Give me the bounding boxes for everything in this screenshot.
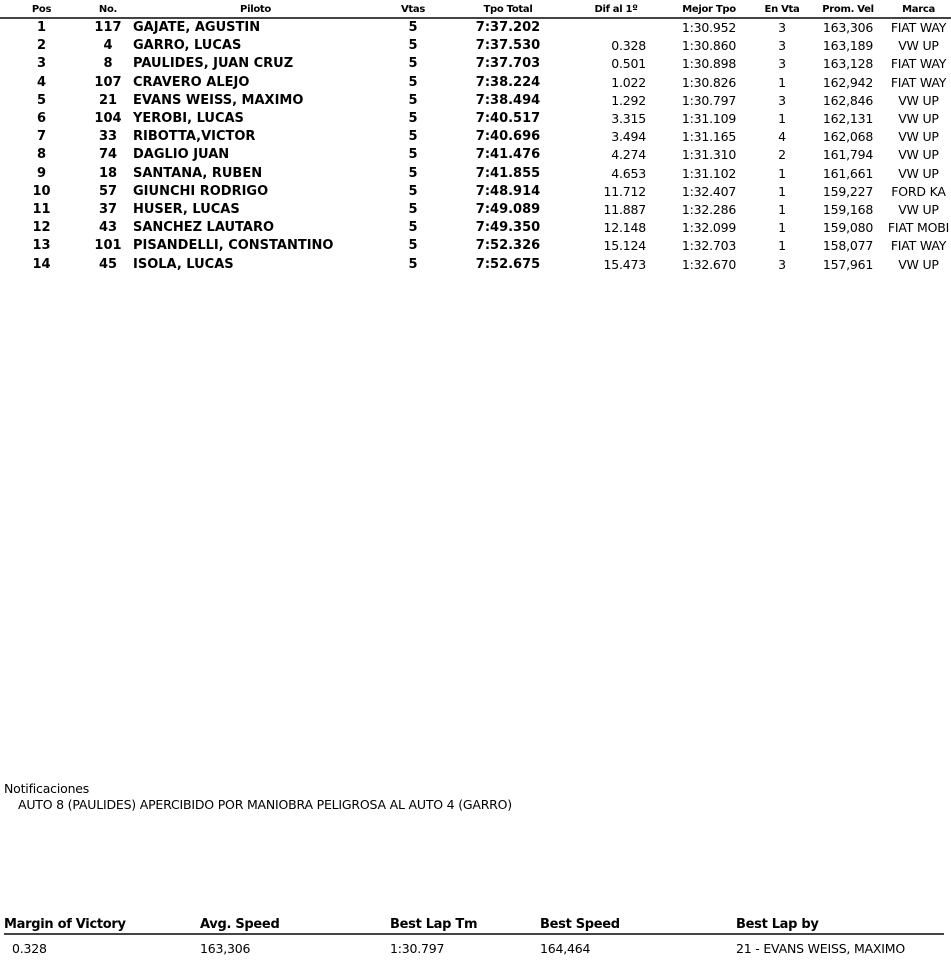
cell-laps: 5: [408, 129, 418, 145]
cell-driver-name: GIUNCHI RODRIGO: [133, 183, 269, 199]
cell-total-time: 7:41.476: [475, 147, 541, 163]
cell-car-number: 117: [94, 20, 122, 36]
cell-car-make: FIAT WAY: [890, 238, 947, 254]
cell-gap-to-leader: 12.148: [603, 220, 646, 236]
cell-driver-name: EVANS WEISS, MAXIMO: [133, 92, 304, 108]
cell-best-lap-number: 1: [778, 201, 786, 217]
cell-avg-speed: 163,189: [822, 38, 874, 54]
cell-avg-speed: 158,077: [822, 238, 874, 254]
cell-best-lap-number: 1: [778, 183, 786, 199]
cell-best-lap-time: 1:32.099: [681, 220, 737, 236]
summary-header-margin: Margin of Victory: [4, 917, 200, 934]
cell-avg-speed: 162,131: [822, 111, 874, 127]
results-row: [0, 37, 951, 55]
cell-avg-speed: 161,661: [822, 165, 874, 181]
cell-laps: 5: [408, 165, 418, 181]
cell-car-make: VW UP: [898, 111, 939, 127]
summary-avg-speed-value: 163,306: [200, 940, 251, 956]
notification-message: AUTO 8 (PAULIDES) APERCIBIDO POR MANIOBRA PELIGROSA AL AUTO 4 (GARRO): [18, 797, 512, 812]
cell-car-number: 4: [103, 38, 113, 54]
cell-driver-name: HUSER, LUCAS: [133, 201, 240, 217]
cell-gap-to-leader: 0.328: [611, 38, 646, 54]
cell-avg-speed: 159,168: [822, 201, 874, 217]
cell-total-time: 7:41.855: [475, 165, 541, 181]
cell-gap-to-leader: 0.501: [611, 56, 646, 72]
cell-car-number: 8: [103, 56, 113, 72]
cell-laps: 5: [408, 256, 418, 272]
cell-driver-name: RIBOTTA,VICTOR: [133, 129, 256, 145]
cell-driver-name: ISOLA, LUCAS: [133, 256, 234, 272]
cell-best-lap-time: 1:31.165: [681, 129, 737, 145]
cell-best-lap-number: 3: [778, 38, 786, 54]
cell-total-time: 7:40.517: [475, 111, 541, 127]
cell-driver-name: PISANDELLI, CONSTANTINO: [133, 238, 334, 254]
results-table: [0, 3, 951, 274]
col-header-tpo-total: Tpo Total: [448, 3, 568, 18]
cell-best-lap-time: 1:32.670: [681, 256, 737, 272]
cell-car-make: VW UP: [898, 92, 939, 108]
summary-margin-value: 0.328: [12, 940, 47, 956]
cell-driver-name: CRAVERO ALEJO: [133, 74, 250, 90]
cell-best-lap-time: 1:30.898: [681, 56, 737, 72]
cell-pos: 8: [36, 147, 47, 163]
col-header-en-vta: En Vta: [754, 3, 810, 18]
cell-best-lap-time: 1:31.102: [681, 165, 737, 181]
cell-car-number: 45: [98, 256, 118, 272]
cell-laps: 5: [408, 201, 418, 217]
results-row: [0, 55, 951, 73]
results-body: [0, 18, 951, 274]
cell-pos: 3: [36, 56, 47, 72]
cell-pos: 14: [32, 256, 51, 272]
cell-total-time: 7:37.202: [475, 20, 541, 36]
cell-best-lap-time: 1:32.286: [681, 201, 737, 217]
cell-best-lap-number: 3: [778, 20, 786, 36]
summary-header-avg-speed: Avg. Speed: [200, 917, 390, 934]
cell-gap-to-leader: [568, 18, 664, 37]
cell-avg-speed: 162,068: [822, 129, 874, 145]
cell-car-number: 57: [98, 183, 118, 199]
cell-car-make: FIAT MOBI: [887, 220, 950, 236]
cell-laps: 5: [408, 111, 418, 127]
summary-header-best-lap-by: Best Lap by: [736, 917, 944, 934]
cell-best-lap-time: 1:30.826: [681, 74, 737, 90]
notifications-section: [4, 781, 512, 813]
cell-avg-speed: 163,306: [822, 20, 874, 36]
cell-pos: 10: [32, 183, 51, 199]
results-row: [0, 18, 951, 37]
results-row: [0, 201, 951, 219]
cell-car-number: 37: [98, 201, 118, 217]
cell-avg-speed: 162,846: [822, 92, 874, 108]
cell-best-lap-number: 4: [778, 129, 786, 145]
cell-car-make: VW UP: [898, 147, 939, 163]
cell-best-lap-time: 1:32.703: [681, 238, 737, 254]
cell-driver-name: SANTANA, RUBEN: [133, 165, 263, 181]
results-row: [0, 237, 951, 255]
cell-gap-to-leader: 3.315: [611, 111, 646, 127]
summary-table: [4, 917, 944, 957]
cell-car-number: 107: [94, 74, 122, 90]
cell-best-lap-number: 2: [778, 147, 786, 163]
cell-gap-to-leader: 1.292: [611, 92, 646, 108]
cell-pos: 13: [32, 238, 51, 254]
cell-gap-to-leader: 4.653: [611, 165, 646, 181]
col-header-no: No.: [83, 3, 133, 18]
cell-laps: 5: [408, 38, 418, 54]
summary-best-speed-value: 164,464: [540, 940, 591, 956]
cell-pos: 4: [36, 74, 47, 90]
cell-laps: 5: [408, 147, 418, 163]
cell-best-lap-number: 1: [778, 220, 786, 236]
cell-best-lap-time: 1:30.797: [681, 92, 737, 108]
cell-avg-speed: 159,227: [822, 183, 874, 199]
cell-car-number: 33: [98, 129, 118, 145]
cell-total-time: 7:37.703: [475, 56, 541, 72]
cell-laps: 5: [408, 74, 418, 90]
results-row: [0, 110, 951, 128]
col-header-dif: Dif al 1º: [568, 3, 664, 18]
notifications-title: Notificaciones: [4, 781, 90, 796]
cell-laps: 5: [408, 20, 418, 36]
cell-total-time: 7:40.696: [475, 129, 541, 145]
cell-best-lap-time: 1:31.109: [681, 111, 737, 127]
cell-avg-speed: 162,942: [822, 74, 874, 90]
cell-avg-speed: 161,794: [822, 147, 874, 163]
col-header-vtas: Vtas: [378, 3, 448, 18]
cell-best-lap-number: 3: [778, 56, 786, 72]
cell-best-lap-time: 1:31.310: [681, 147, 737, 163]
cell-driver-name: DAGLIO JUAN: [133, 147, 230, 163]
results-header-row: [0, 3, 951, 18]
cell-pos: 1: [36, 20, 47, 36]
col-header-pos: Pos: [0, 3, 83, 18]
cell-car-number: 101: [94, 238, 122, 254]
results-row: [0, 74, 951, 92]
cell-best-lap-number: 1: [778, 74, 786, 90]
cell-best-lap-number: 3: [778, 256, 786, 272]
cell-car-make: VW UP: [898, 201, 939, 217]
cell-gap-to-leader: 4.274: [611, 147, 646, 163]
col-header-piloto: Piloto: [133, 3, 378, 18]
cell-car-make: FORD KA: [891, 183, 946, 199]
col-header-marca: Marca: [886, 3, 951, 18]
cell-gap-to-leader: 11.712: [603, 183, 646, 199]
cell-total-time: 7:38.224: [475, 74, 541, 90]
cell-pos: 12: [32, 220, 51, 236]
cell-best-lap-number: 1: [778, 238, 786, 254]
cell-best-lap-number: 1: [778, 111, 786, 127]
cell-best-lap-time: 1:30.952: [681, 20, 737, 36]
cell-gap-to-leader: 15.473: [603, 256, 646, 272]
cell-total-time: 7:49.350: [475, 220, 541, 236]
cell-avg-speed: 159,080: [822, 220, 874, 236]
cell-laps: 5: [408, 220, 418, 236]
cell-avg-speed: 163,128: [822, 56, 874, 72]
cell-total-time: 7:38.494: [475, 92, 541, 108]
cell-best-lap-time: 1:30.860: [681, 38, 737, 54]
cell-pos: 5: [36, 92, 47, 108]
cell-pos: 2: [36, 38, 47, 54]
results-row: [0, 165, 951, 183]
cell-total-time: 7:49.089: [475, 201, 541, 217]
cell-car-number: 18: [98, 165, 118, 181]
results-row: [0, 92, 951, 110]
cell-laps: 5: [408, 238, 418, 254]
cell-gap-to-leader: 11.887: [603, 201, 646, 217]
cell-driver-name: PAULIDES, JUAN CRUZ: [133, 56, 294, 72]
cell-car-make: FIAT WAY: [890, 74, 947, 90]
results-row: [0, 146, 951, 164]
cell-car-make: FIAT WAY: [890, 56, 947, 72]
cell-total-time: 7:52.326: [475, 238, 541, 254]
cell-driver-name: SANCHEZ LAUTARO: [133, 220, 275, 236]
summary-header-best-speed: Best Speed: [540, 917, 736, 934]
cell-car-number: 104: [94, 111, 122, 127]
summary-header-row: [4, 917, 944, 934]
results-row: [0, 219, 951, 237]
cell-pos: 9: [36, 165, 47, 181]
cell-car-number: 43: [98, 220, 118, 236]
cell-pos: 6: [36, 111, 47, 127]
cell-car-make: FIAT WAY: [890, 20, 947, 36]
results-row: [0, 183, 951, 201]
cell-best-lap-number: 1: [778, 165, 786, 181]
col-header-prom-vel: Prom. Vel: [810, 3, 886, 18]
cell-laps: 5: [408, 183, 418, 199]
cell-laps: 5: [408, 56, 418, 72]
cell-car-number: 74: [98, 147, 118, 163]
cell-gap-to-leader: 15.124: [603, 238, 646, 254]
cell-best-lap-time: 1:32.407: [681, 183, 737, 199]
cell-total-time: 7:37.530: [475, 38, 541, 54]
results-row: [0, 255, 951, 273]
results-row: [0, 128, 951, 146]
summary-values-row: [4, 934, 944, 957]
cell-best-lap-number: 3: [778, 92, 786, 108]
cell-car-make: VW UP: [898, 256, 939, 272]
cell-car-make: VW UP: [898, 129, 939, 145]
cell-pos: 7: [36, 129, 47, 145]
cell-car-make: VW UP: [898, 165, 939, 181]
cell-gap-to-leader: 3.494: [611, 129, 646, 145]
cell-avg-speed: 157,961: [822, 256, 874, 272]
cell-total-time: 7:52.675: [475, 256, 541, 272]
col-header-mejor-tpo: Mejor Tpo: [664, 3, 754, 18]
summary-best-lap-tm-value: 1:30.797: [390, 940, 445, 956]
cell-total-time: 7:48.914: [475, 183, 541, 199]
cell-pos: 11: [32, 201, 51, 217]
cell-gap-to-leader: 1.022: [611, 74, 646, 90]
summary-best-lap-by-value: 21 - EVANS WEISS, MAXIMO: [736, 940, 905, 956]
summary-header-best-lap-tm: Best Lap Tm: [390, 917, 540, 934]
cell-laps: 5: [408, 92, 418, 108]
cell-car-make: VW UP: [898, 38, 939, 54]
cell-driver-name: YEROBI, LUCAS: [133, 111, 244, 127]
cell-driver-name: GARRO, LUCAS: [133, 38, 242, 54]
cell-car-number: 21: [98, 92, 118, 108]
cell-driver-name: GAJATE, AGUSTIN: [133, 20, 261, 36]
